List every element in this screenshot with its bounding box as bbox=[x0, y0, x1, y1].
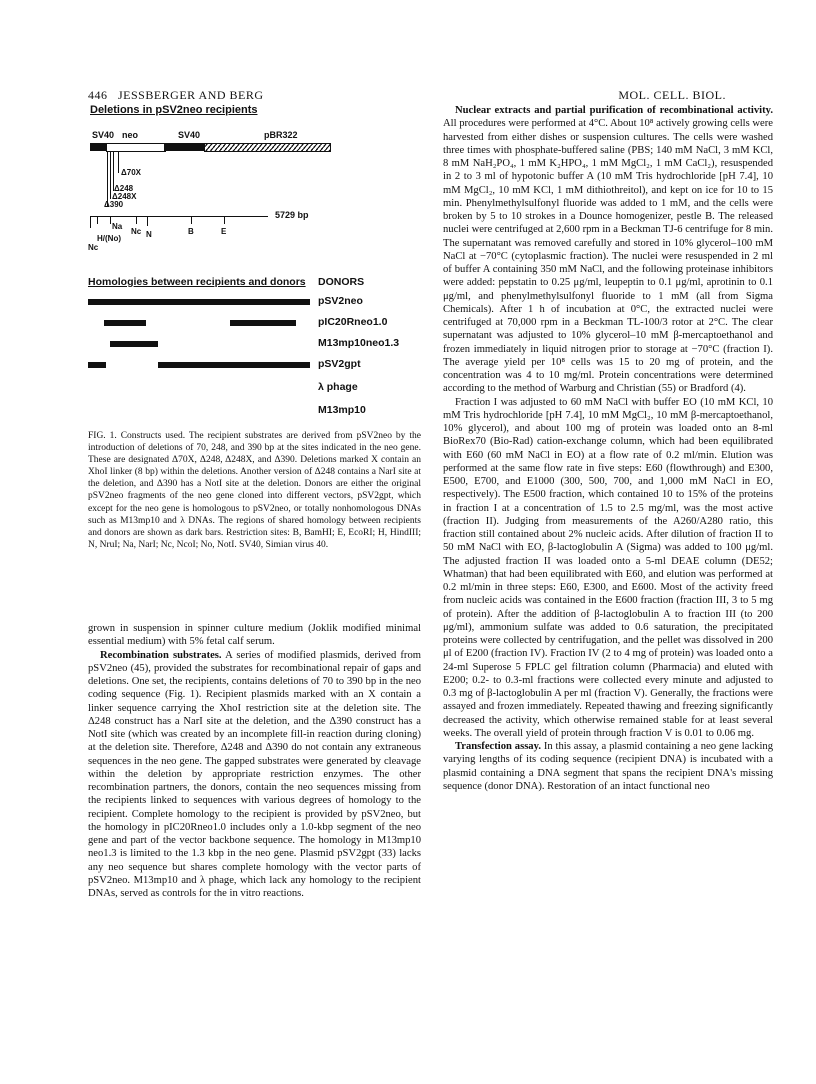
label-pbr322: pBR322 bbox=[264, 130, 298, 140]
donor-pic20rneo: pIC20Rneo1.0 bbox=[318, 316, 388, 328]
right-para-1 bbox=[443, 104, 773, 396]
figure-title: Deletions in pSV2neo recipients bbox=[90, 104, 258, 116]
deletion-tick-248x bbox=[110, 151, 111, 199]
homology-bar-m13neo bbox=[110, 341, 158, 347]
journal-name: MOL. CELL. BIOL. bbox=[618, 88, 726, 102]
label-site-n: N bbox=[146, 230, 152, 239]
donor-m13mp10neo: M13mp10neo1.3 bbox=[318, 337, 400, 349]
site-na-tick bbox=[110, 216, 111, 224]
label-site-na: Na bbox=[112, 222, 123, 231]
figure-caption bbox=[88, 430, 421, 551]
label-sv40-b: SV40 bbox=[178, 130, 201, 140]
homology-bar-pic20r-1 bbox=[104, 320, 146, 326]
sv40-segment bbox=[90, 143, 106, 151]
homology-bar-psv2gpt-1 bbox=[88, 362, 106, 368]
donor-m13mp10: M13mp10 bbox=[318, 404, 366, 416]
right-para-3-heading: Transfection assay. bbox=[455, 741, 541, 752]
label-site-b: B bbox=[188, 227, 194, 236]
donors-title: DONORS bbox=[318, 276, 365, 288]
label-size: 5729 bp bbox=[275, 210, 309, 220]
homology-bar-pic20r-2 bbox=[230, 320, 296, 326]
homology-bar-psv2neo bbox=[88, 299, 310, 305]
label-sv40-a: SV40 bbox=[92, 130, 115, 140]
label-d390: Δ390 bbox=[104, 200, 124, 209]
right-para-1-heading: Nuclear extracts and partial purification of recombinational activity. bbox=[455, 105, 773, 116]
right-para-2: Fraction I was adjusted to 60 mM NaCl with buffer EO (10 mM KCl, 10 mM Tris hydrochloride [pH 7.4], 10 mM MgCl₂, 10 mM β-mercaptoethanol, 10% glycerol), and about 100 mg of protein was loaded onto an 8-ml BioRex70 (Bio-Rad) cation-exchange column, which had been equilibrated with E60 (60 mM NaCl in EO) at a flow rate of 0.2 ml/min. Elution was performed at the same flow rate in five steps: E60 (flowthrough) and E300, E500, E700, and E1000 (300, 500, 700, and 1,000 mM NaCl in EO, respectively). The E500 fraction, which contained 10 to 15% of the proteins in fraction I at a concentration of 1.5 to 2.5 mg/ml, was the most active (fraction II). Judging from measurements of the A260/A280 ratio, this fraction still contained about 2% nucleic acids. After dilution of fraction II to 50 mM NaCl with EO, β-lactoglobulin A (Sigma) was added to 100 μg/ml. The adjusted fraction II was loaded onto a 5-ml DEAE column (DE52; Whatman) that had been equilibrated with E60, and elution was performed at 0.2 ml/min in three steps: E60, E300, and E600. Most of the activity freed from nucleic acids was contained in the E600 fraction (fraction III, 3 to 5 mg of protein). After the addition of β-lactoglobulin A to fraction III (to 200 μg/ml), ammonium sulfate was added to 0.6 saturation, the precipitated proteins were collected by centrifugation, and the pellet was dissolved in 200 μl of E200 (fraction IV). Fraction IV (2 to 4 mg of protein) was loaded onto a 24-ml Superose 5 FPLC gel filtration column (Pharmacia) and eluted with E200; 0.2- to 0.3-ml fractions were collected every minute and adjusted to 0.3 mg of β-lactoglobulin A per ml (fraction V). Generally, the fractions were assayed and frozen immediately. Repeated thawing and freezing significantly decreased the activity, which otherwise remained stable for at least several weeks. The overall yield of protein through fraction V is 0.01 to 0.06 mg. bbox=[443, 396, 773, 739]
left-column bbox=[88, 622, 421, 900]
donor-lambda: λ phage bbox=[318, 381, 358, 393]
label-site-e: E bbox=[221, 227, 227, 236]
site-e-tick bbox=[224, 216, 225, 224]
label-site-nc: Nc bbox=[88, 243, 99, 252]
caption-text: FIG. 1. Constructs used. The recipient substrates are derived from pSV2neo by the introduction of deletions of 70, 248, and 390 bp at the sites indicated in the neo gene. These are designated Δ70X, Δ248, Δ248X, and Δ390. Deletions marked X contain an XhoI linker (8 bp) within the deletions. Another version of Δ248 contains a NarI site at the deletion, and Δ390 has a NotI site at the deletion. Donors are either the original pSV2neo fragments of the neo gene cloned into different vectors, pSV2gpt, which except for the neo gene is homologous to pSV2neo, or totally nonhomologous DNAs such as M13mp10 and λ DNAs. The regions of shared homology between recipients and donors are shown as dark bars. Restriction sites: B, BamHI; E, EcoRI; H, HindIII; N, NruI; Na, NarI; Nc, NcoI; No, NotI. SV40, Simian virus 40. bbox=[88, 431, 421, 550]
left-para-2 bbox=[88, 649, 421, 901]
page-number: 446 bbox=[88, 88, 108, 102]
left-para-1: grown in suspension in spinner culture medium (Joklik modified minimal essential medium) with 5% fetal calf serum. bbox=[88, 623, 421, 648]
right-column bbox=[443, 104, 773, 793]
label-site-h-no: H/(No) bbox=[97, 234, 121, 243]
left-para-2-heading: Recombination substrates. bbox=[100, 649, 222, 661]
donor-psv2neo: pSV2neo bbox=[318, 295, 363, 307]
running-authors: JESSBERGER AND BERG bbox=[118, 88, 264, 102]
homology-bar-psv2gpt-2 bbox=[158, 362, 310, 368]
plasmid-map bbox=[90, 143, 330, 151]
homology-title: Homologies between recipients and donors bbox=[88, 276, 306, 288]
site-nc-tick bbox=[90, 216, 91, 228]
site-b-tick bbox=[191, 216, 192, 224]
deletion-tick-70x bbox=[118, 151, 119, 173]
site-nc2-tick bbox=[136, 216, 137, 224]
site-h-tick bbox=[97, 216, 98, 224]
neo-segment bbox=[106, 143, 166, 152]
deletion-tick-390 bbox=[107, 151, 108, 207]
pbr322-segment bbox=[204, 143, 331, 152]
restriction-map bbox=[90, 216, 268, 217]
label-d248x: Δ248X bbox=[112, 192, 137, 201]
label-d248: Δ248 bbox=[114, 184, 134, 193]
site-n-tick bbox=[147, 216, 148, 226]
label-site-nc2: Nc bbox=[131, 227, 142, 236]
label-d70x: Δ70X bbox=[121, 168, 141, 177]
right-para-1-body: All procedures were performed at 4°C. About 10⁸ actively growing cells were harvested from either dishes or suspension cultures. The cells were washed three times with phosphate-buffered saline (PBS; 140 mM NaCl, 3 mM KCl, 8 mM NaH₂PO₄, 1 mM K₂HPO₄, 1 mM MgCl₂, 1 mM CaCl₂), resuspended in 2 to 3 ml of hypotonic buffer A (10 mM Tris hydrochloride [pH 7.4], 10 mM MgCl₂, 10 mM KCl, 1 mM dithiothreitol), and kept on ice for 10 to 15 min. Phenylmethylsulfonyl fluoride was added to 1 mM, and the cells were broken by 5 to 10 strokes in a Dounce homogenizer, pestle B. The released nuclei were centrifuged at 2,600 rpm in a Beckman TJ-6 centrifuge for 8 min. The supernatant was removed carefully and stored in 10% glycerol–100 mM NaCl at −70°C (cytoplasmic fraction). The nuclei were resuspended in 2 ml of buffer A containing 350 mM NaCl, and the following proteinase inhibitors were added: pepstatin to 0.25 μg/ml, leupeptin to 0.1 μg/ml, aprotinin to 0.1 μg/ml, and phenylmethylsulfonyl fluoride to 1 mM (all from Sigma Chemicals). After 1 h of incubation at 0°C, the extracted nuclei were centrifuged at 70,000 rpm in a Beckman TL-100/3 rotor at 2°C. The clear supernatant was adjusted to 10% glycerol–10 mM β-mercaptoethanol and frozen immediately in liquid nitrogen prior to storage at −70°C (fraction I). The average yield per 10⁸ cells was 15 to 20 mg of protein, and the concentration was 4 to 10 mg/ml. Protein concentrations were determined according to the method of Warburg and Christian (55) or Bradford (4). bbox=[443, 118, 773, 395]
left-para-2-body: A series of modified plasmids, derived from pSV2neo (45), provided the substrates for recombinational repair of gaps and deletions. One set, the recipients, contains deletions of 70 to 390 bp in the neo coding sequence (Fig. 1). Recipient plasmids marked with an X contain a linker sequence carrying the XhoI restriction site at the deletion site. The Δ248 construct has a NarI site at the deletion, and the Δ390 construct has a NotI site (which was created by an incomplete fill-in reaction during cloning) at the deletion site. Therefore, Δ248 and Δ390 do not contain any extraneous sequences in the neo gene. The gapped substrates were generated by cleavage within the deletion by appropriate restriction enzymes. The other recombination partners, the donors, contain the neo sequences missing from the recipients linked to sequences with various degrees of homology to the recipient. Complete homology to the recipient is provided by pSV2neo, but the homology in pIC20Rneo1.0 includes only a 1.0-kbp segment of the neo gene and part of the vector backbone sequence. The homology in M13mp10 neo1.3 is limited to the 1.3 kbp in the neo gene. Plasmid pSV2gpt (33) lacks any neo sequence but shares complete homology with the vector parts of pSV2neo. M13mp10 and λ phage, which lack any homology to the recipient DNAs, served as controls for the in vitro reactions. bbox=[88, 649, 421, 899]
donor-psv2gpt: pSV2gpt bbox=[318, 358, 361, 370]
label-neo: neo bbox=[122, 130, 139, 140]
right-para-3 bbox=[443, 740, 773, 793]
right-para-3-body: In this assay, a plasmid containing a neo gene lacking varying lengths of its coding sequence (recipient DNA) is incubated with a plasmid containing a DNA segment that spans the recipient DNA's missing sequence (donor DNA). Restoration of an intact functional neo bbox=[443, 741, 773, 792]
sv40-segment-2 bbox=[164, 143, 204, 151]
